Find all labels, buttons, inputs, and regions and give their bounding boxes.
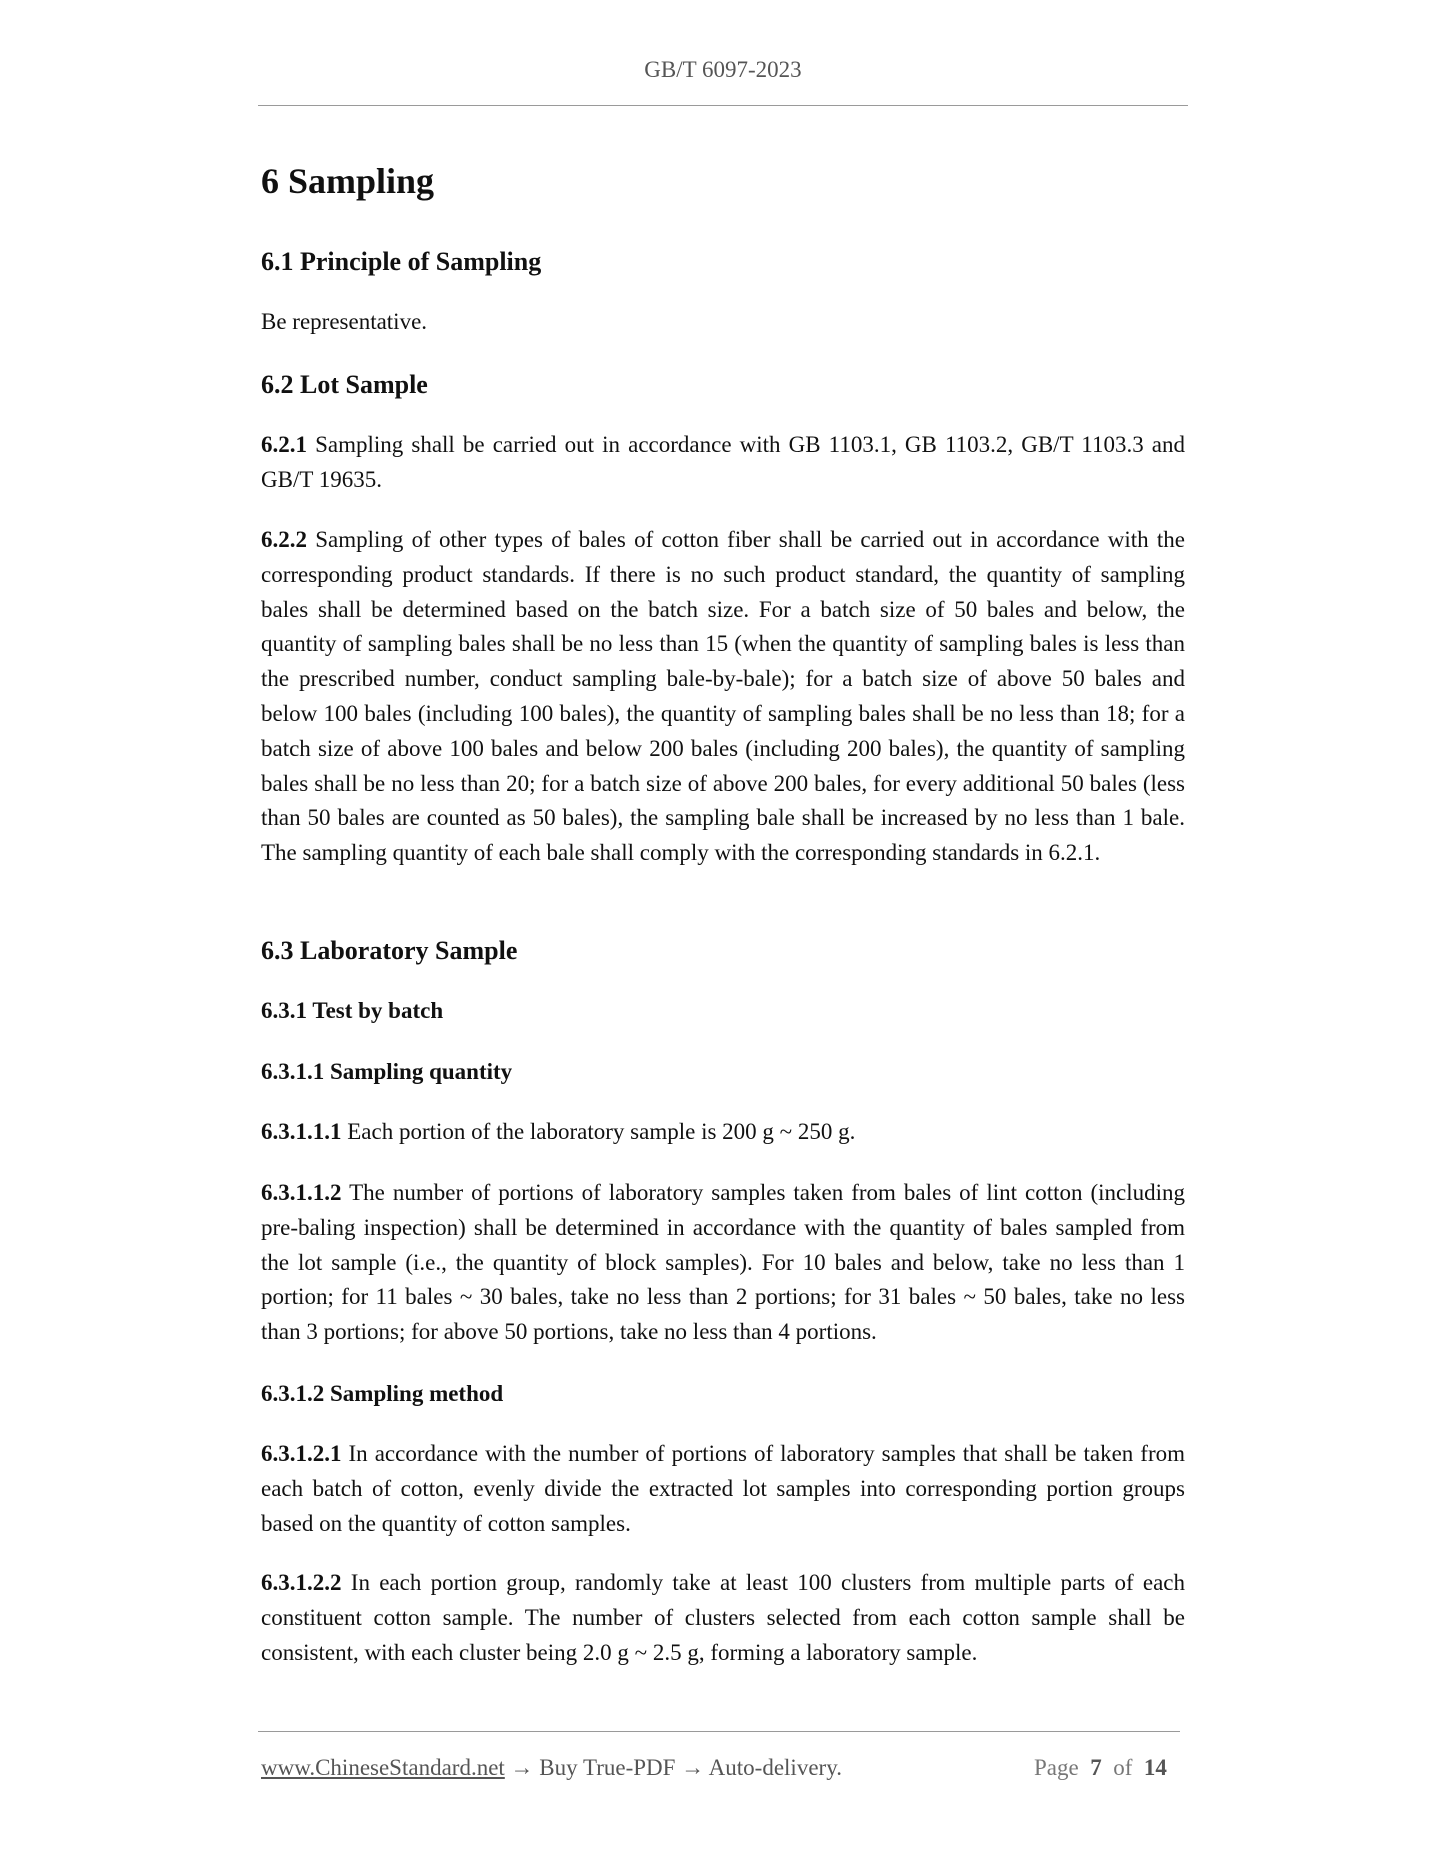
clause-6-2-2-number: 6.2.2 xyxy=(261,527,307,552)
clause-6-3-1-2-2 xyxy=(261,1566,1185,1670)
clause-6-3-1-2-1 xyxy=(261,1437,1185,1541)
clause-6-2-1 xyxy=(261,428,1185,498)
clause-6-3-1-1-1-number: 6.3.1.1.1 xyxy=(261,1119,342,1144)
page-total: 14 xyxy=(1143,1755,1167,1780)
footer-promo xyxy=(261,1755,842,1781)
section-6-1-title: 6.1 Principle of Sampling xyxy=(261,247,542,276)
clause-6-3-1-1-2 xyxy=(261,1176,1185,1350)
page-of-label: of xyxy=(1113,1755,1133,1780)
header-divider xyxy=(258,105,1188,106)
clause-6-3-1-2-1-number: 6.3.1.2.1 xyxy=(261,1441,342,1466)
arrow-right-icon: → xyxy=(681,1755,705,1780)
clause-6-3-1-1-2-text: The number of portions of laboratory samples taken from bales of lint cotton (including pre-baling inspection) shall be determined in accordance with the quantity of bales sampled from the lot sample (i.e., the quantity of block samples). For 10 bales and below, take no less than 1 portion; for 11 bales ~ 30 bales, take no less than 2 portions; for 31 bales ~ 50 bales, take no less than 3 portions; for above 50 portions, take no less than 4 portions. xyxy=(261,1180,1186,1345)
auto-delivery-text: Auto-delivery. xyxy=(708,1755,842,1780)
section-6-2-heading xyxy=(261,369,1185,400)
footer-divider xyxy=(258,1731,1180,1732)
section-6-1-body xyxy=(261,305,1185,340)
website-link[interactable]: www.ChineseStandard.net xyxy=(261,1755,505,1780)
clause-6-3-1-2-2-text: In each portion group, randomly take at least 100 clusters from multiple parts of each constituent cotton sample. The number of clusters selected from each cotton sample shall be consistent, with each cluster being 2.0 g ~ 2.5 g, forming a laboratory sample. xyxy=(261,1570,1185,1665)
clause-6-3-1-2-2-number: 6.3.1.2.2 xyxy=(261,1570,342,1595)
section-6-2-title: 6.2 Lot Sample xyxy=(261,370,428,399)
clause-6-3-1-2-1-text: In accordance with the number of portions of laboratory samples that shall be taken from each batch of cotton, evenly divide the extracted lot samples into corresponding portion groups based on the quantity of cotton samples. xyxy=(261,1441,1185,1536)
section-6-3-1-heading xyxy=(261,997,1185,1025)
buy-pdf-text: Buy True-PDF xyxy=(539,1755,676,1780)
section-6-3-1-2-heading xyxy=(261,1380,1185,1408)
page-current: 7 xyxy=(1090,1755,1102,1780)
page-number xyxy=(1034,1755,1167,1781)
clause-6-2-1-number: 6.2.1 xyxy=(261,432,307,457)
section-6-3-1-1-title: 6.3.1.1 Sampling quantity xyxy=(261,1059,513,1084)
section-6-1-text: Be representative. xyxy=(261,309,428,334)
section-6-3-heading xyxy=(261,935,1185,966)
clause-6-2-2 xyxy=(261,523,1185,871)
clause-6-2-2-text: Sampling of other types of bales of cotton fiber shall be carried out in accordance with the corresponding product standards. If there is no such product standard, the quantity of sampling bales shall be determined based on the batch size. For a batch size of 50 bales and below, the quantity of sampling bales shall be no less than 15 (when the quantity of sampling bales is less than the prescribed number, conduct sampling bale-by-bale); for a batch size of above 50 bales and below 100 bales (including 100 bales), the quantity of sampling bales shall be no less than 18; for a batch size of above 100 bales and below 200 bales (including 200 bales), the quantity of sampling bales shall be no less than 20; for a batch size of above 200 bales, for every additional 50 bales (less than 50 bales are counted as 50 bales), the sampling bale shall be increased by no less than 1 bale. The sampling quantity of each bale shall comply with the corresponding standards in 6.2.1. xyxy=(261,527,1185,866)
page-label: Page xyxy=(1034,1755,1079,1780)
section-6-1-heading xyxy=(261,246,1185,277)
section-6-3-1-2-title: 6.3.1.2 Sampling method xyxy=(261,1381,504,1406)
section-6-title: 6 Sampling xyxy=(261,161,435,201)
section-6-3-1-title: 6.3.1 Test by batch xyxy=(261,998,444,1023)
section-6-heading xyxy=(261,160,1185,203)
clause-6-3-1-1-2-number: 6.3.1.1.2 xyxy=(261,1180,342,1205)
clause-6-3-1-1-1-text: Each portion of the laboratory sample is 200 g ~ 250 g. xyxy=(347,1119,856,1144)
section-6-3-1-1-heading xyxy=(261,1058,1185,1086)
arrow-right-icon: → xyxy=(510,1755,534,1780)
section-6-3-title: 6.3 Laboratory Sample xyxy=(261,936,518,965)
clause-6-3-1-1-1 xyxy=(261,1115,1185,1150)
document-code-header: GB/T 6097-2023 xyxy=(644,57,802,82)
clause-6-2-1-text: Sampling shall be carried out in accordance with GB 1103.1, GB 1103.2, GB/T 1103.3 and GB/T 19635. xyxy=(261,432,1186,492)
